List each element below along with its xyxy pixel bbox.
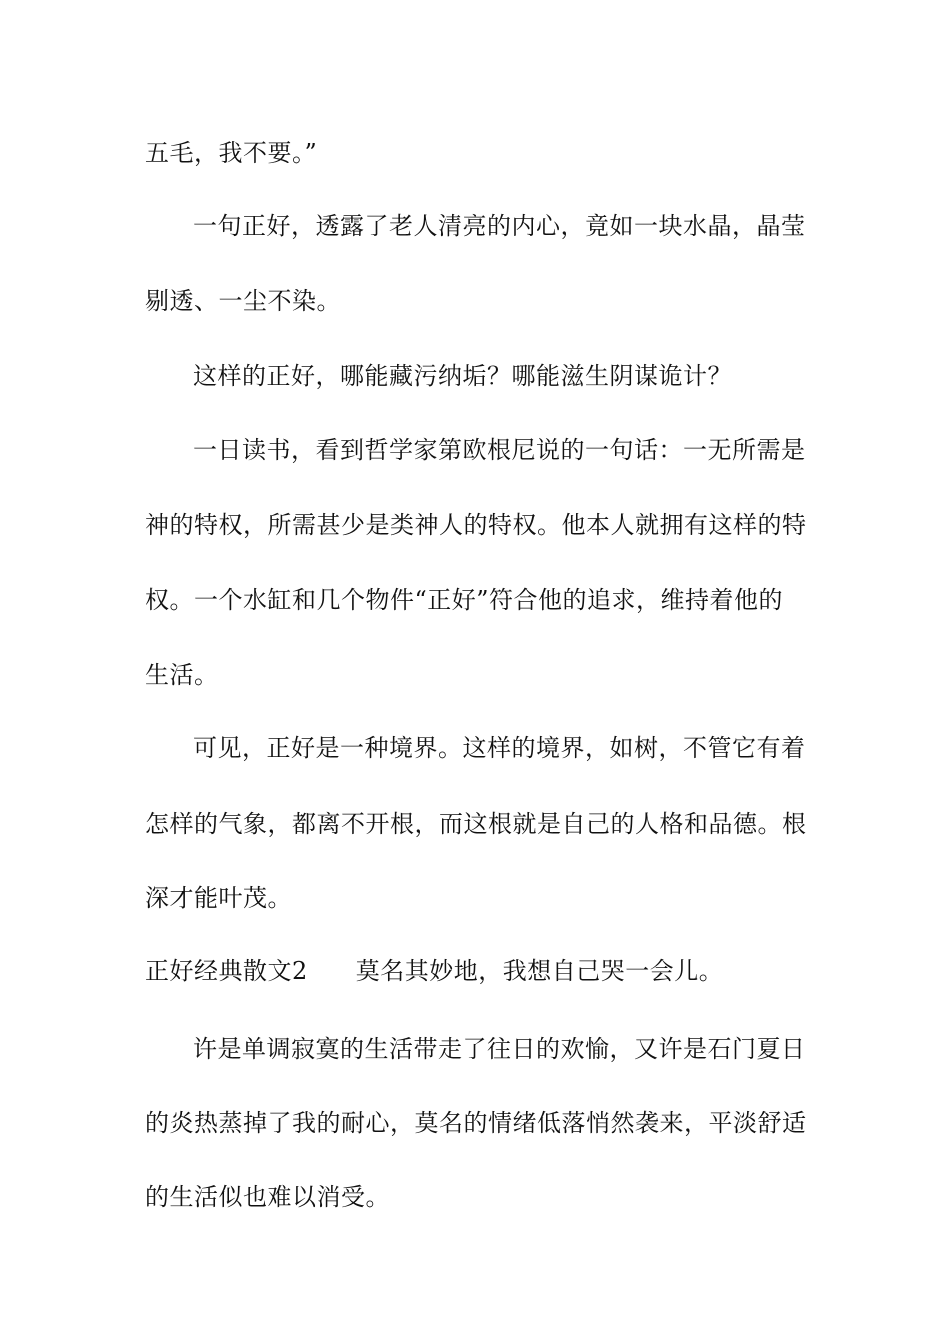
section-heading-line [145,955,723,987]
paragraph-line: 这样的正好，哪能藏污纳垢？哪能滋生阴谋诡计？ [193,362,732,390]
paragraph-line: 一日读书，看到哲学家第欧根尼说的一句话：一无所需是 [193,436,806,464]
paragraph-line: 五毛，我不要。” [145,139,318,167]
paragraph-line: 剔透、一尘不染。 [145,287,341,315]
paragraph-line: 的生活似也难以消受。 [145,1183,390,1211]
paragraph-line: 怎样的气象，都离不开根，而这根就是自己的人格和品德。根 [145,810,807,838]
paragraph-line: 深才能叶茂。 [145,884,292,912]
paragraph-line: 许是单调寂寞的生活带走了往日的欢愉，又许是石门夏日 [193,1035,806,1063]
paragraph-line: 的炎热蒸掉了我的耐心，莫名的情绪低落悄然袭来，平淡舒适 [145,1109,807,1137]
paragraph-line: 一句正好，透露了老人清亮的内心，竟如一块水晶，晶莹 [193,212,806,240]
paragraph-line: 神的特权，所需甚少是类神人的特权。他本人就拥有这样的特 [145,511,807,539]
section-heading: 正好经典散文2 [145,957,308,985]
paragraph-line: 权。一个水缸和几个物件“正好”符合他的追求，维持着他的 [145,586,784,614]
paragraph-line: 可见，正好是一种境界。这样的境界，如树，不管它有着 [193,734,806,762]
paragraph-line: 生活。 [145,661,219,689]
section-first-sentence: 莫名其妙地，我想自己哭一会儿。 [355,957,724,985]
